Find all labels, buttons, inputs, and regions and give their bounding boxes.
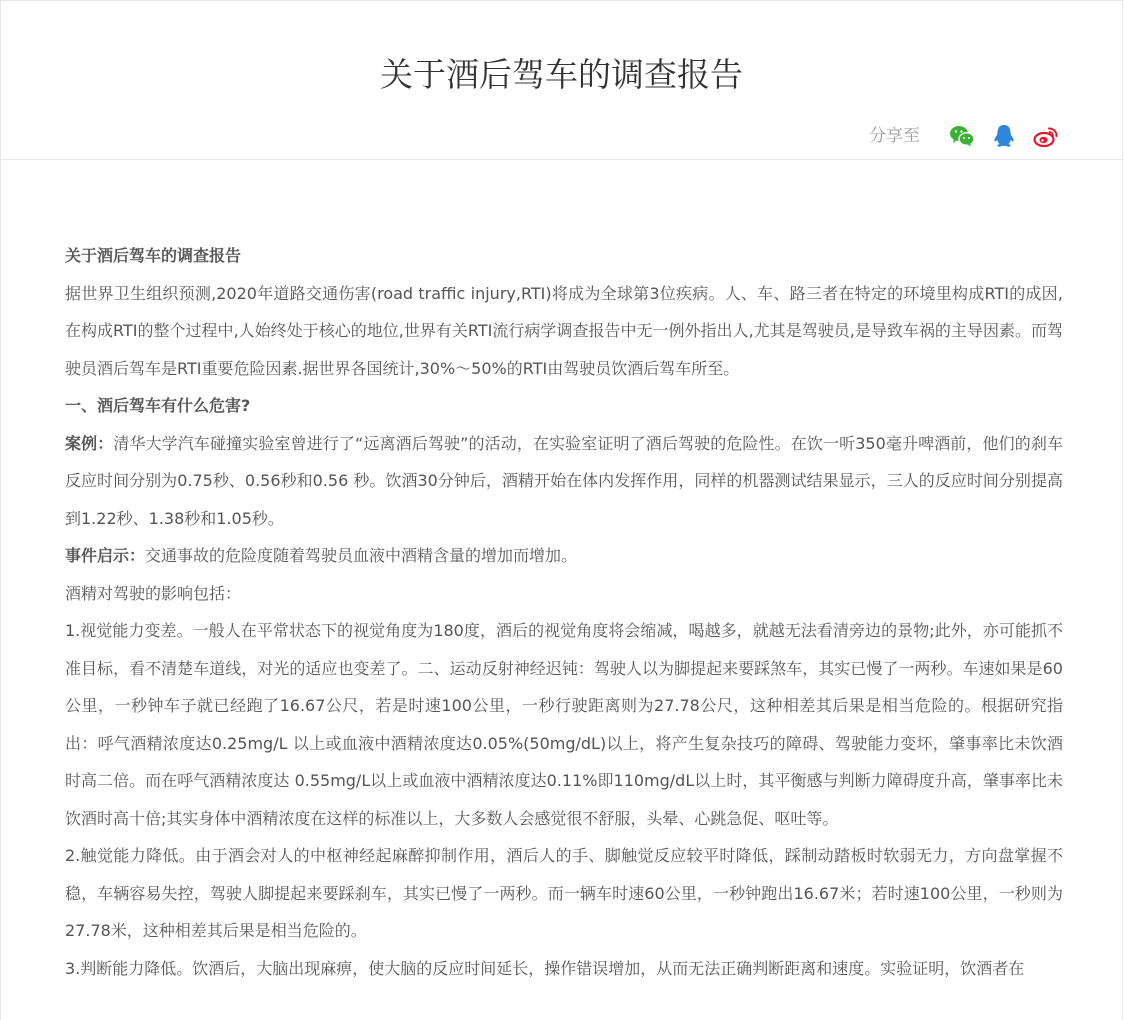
section-heading: 一、酒后驾车有什么危害? <box>65 396 251 415</box>
wechat-icon[interactable] <box>948 122 976 150</box>
effect-paragraph-1: 1.视觉能力变差。一般人在平常状态下的视觉角度为180度，酒后的视觉角度将会缩减，喝越多，就越无法看清旁边的景物;此外，亦可能抓不准目标，看不清楚车道线，对光的适应也变差了。二、运动反射神经迟钝：驾驶人以为脚提起来要踩煞车，其实已慢了一两秒。车速如果是60公里，一秒钟车子就已经跑了16.67公尺，若是时速100公里，一秒行驶距离则为27.78公尺，这种相差其后果是相当危险的。根据研究指出：呼气酒精浓度达0.25mg/L 以上或血液中酒精浓度达0.05%(50mg/dL)以上，将产生复杂技巧的障碍、驾驶能力变坏，肇事率比未饮酒时高二倍。而在呼气酒精浓度达 0.55mg/L以上或血液中酒精浓度达0.11%即110mg/dL以上时，其平衡感与判断力障碍度升高，肇事率比未饮酒时高十倍;其实身体中酒精浓度在这样的标准以上，大多数人会感觉很不舒服，头晕、心跳急促、呕吐等。 <box>65 621 1063 828</box>
case-paragraph <box>65 425 1063 538</box>
page-title: 关于酒后驾车的调查报告 <box>380 55 743 94</box>
insight-label: 事件启示： <box>65 546 146 565</box>
weibo-icon[interactable] <box>1032 122 1060 150</box>
qq-icon[interactable] <box>990 122 1018 150</box>
insight-text: 交通事故的危险度随着驾驶员血液中酒精含量的增加而增加。 <box>145 546 578 565</box>
case-label: 案例： <box>65 433 114 453</box>
share-label: 分享至 <box>869 126 920 146</box>
article-header <box>1 1 1122 160</box>
effect-paragraph-3: 3.判断能力降低。饮酒后，大脑出现麻痹，使大脑的反应时间延长，操作错误增加，从而无法正确判断距离和速度。实验证明，饮酒者在 <box>65 958 1025 978</box>
effect-paragraph-2: 2.触觉能力降低。由于酒会对人的中枢神经起麻醉抑制作用，酒后人的手、脚触觉反应较平时降低，踩制动踏板时软弱无力，方向盘掌握不稳，车辆容易失控，驾驶人脚提起来要踩刹车，其实已慢了一两秒。而一辆车时速60公里，一秒钟跑出16.67米；若时速100公里，一秒则为27.78米，这种相差其后果是相当危险的。 <box>65 846 1063 940</box>
article-body <box>65 237 1063 987</box>
case-text: 清华大学汽车碰撞实验室曾进行了“远离酒后驾驶”的活动，在实验室证明了酒后驾驶的危险性。在饮一听350毫升啤酒前，他们的刹车反应时间分别为0.75秒、0.56秒和0.56 秒。饮酒30分钟后，酒精开始在体内发挥作用，同样的机器测试结果显示，三人的反应时间分别提高到1.22秒、1.38秒和1.05秒。 <box>65 433 1063 528</box>
effects-intro: 酒精对驾驶的影响包括： <box>65 583 242 603</box>
share-bar <box>869 121 1060 151</box>
article-heading: 关于酒后驾车的调查报告 <box>65 246 242 265</box>
intro-paragraph: 据世界卫生组织预测,2020年道路交通伤害(road traffic injury,RTI)将成为全球第3位疾病。人、车、路三者在特定的环境里构成RTI的成因,在构成RTI的整个过程中,人始终处于核心的地位,世界有关RTI流行病学调查报告中无一例外指出人,尤其是驾驶员,是导致车祸的主导因素。而驾驶员酒后驾车是RTI重要危险因素.据世界各国统计,30%～50%的RTI由驾驶员饮酒后驾车所至。 <box>65 283 1063 378</box>
insight-paragraph <box>65 537 1063 575</box>
